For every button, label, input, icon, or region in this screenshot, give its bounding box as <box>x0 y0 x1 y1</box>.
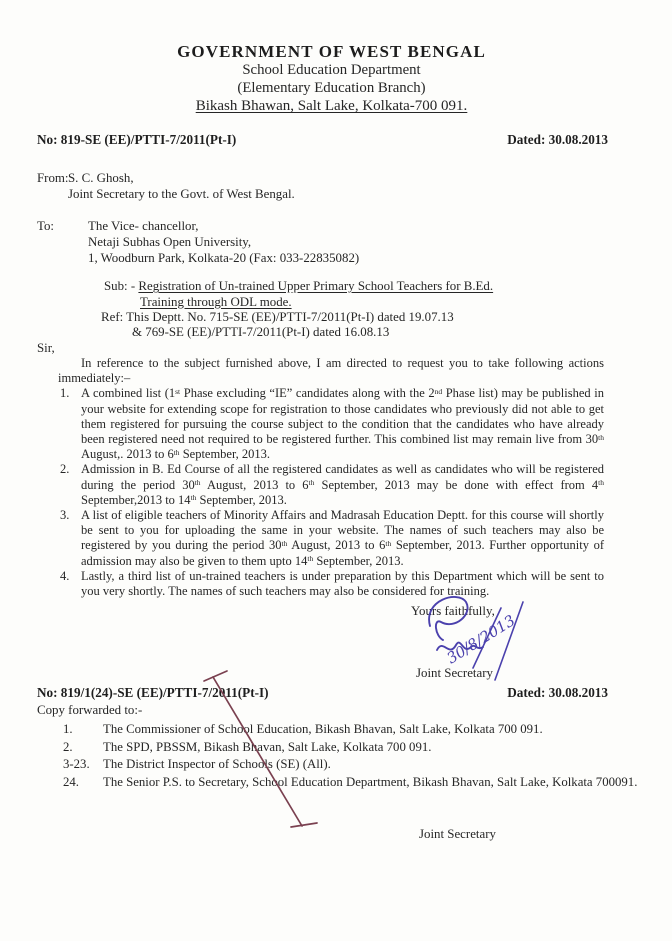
memo2-date: Dated: 30.08.2013 <box>507 685 608 700</box>
copy-item <box>60 756 637 774</box>
action-item-3 <box>60 508 608 569</box>
action-item-2 <box>60 462 608 508</box>
copy-item-text: The District Inspector of Schools (SE) (All). <box>103 757 331 772</box>
org-name: GOVERNMENT OF WEST BENGAL <box>177 42 486 61</box>
strike-top-bar <box>204 671 227 681</box>
copy-item-number: 2. <box>63 739 73 754</box>
signature-loop-stroke <box>429 597 467 640</box>
copy-item-number: 3-23. <box>63 757 90 772</box>
from-label: From: <box>37 171 69 186</box>
signature-date-handwritten: 30/8/2013 <box>443 611 519 668</box>
memo-row <box>37 132 608 148</box>
copy-item <box>60 739 637 757</box>
copy-item-number: 1. <box>63 722 73 736</box>
item-number: 4. <box>60 568 70 583</box>
memo-date: Dated: 30.08.2013 <box>507 132 608 148</box>
copy-item-text: The Senior P.S. to Secretary, School Education Department, Bikash Bhavan, Salt Lake, Kolkata 700091. <box>103 774 638 789</box>
signatory-title: Joint Secretary <box>416 666 493 680</box>
memo-number: No: 819-SE (EE)/PTTI-7/2011(Pt-I) <box>37 132 237 148</box>
to-label: To: <box>37 219 55 234</box>
strike-mark <box>198 666 328 836</box>
subject-ref-block <box>37 279 608 341</box>
to-designation: The Vice- chancellor, <box>88 219 199 234</box>
copy-item <box>60 774 637 792</box>
from-lines <box>68 171 608 202</box>
office-address: Bikash Bhawan, Salt Lake, Kolkata-700 091. <box>195 98 468 115</box>
subject-line-1 <box>104 279 608 294</box>
dept-name: School Education Department <box>242 62 421 78</box>
copy-item-number: 24. <box>63 774 79 789</box>
to-block <box>37 219 608 266</box>
item-text: Lastly, a third list of un-trained teachers is under preparation by this Department which will be sent to you very shortly. The names of such teachers may also be considered for training. <box>81 568 604 599</box>
action-item-1 <box>60 386 608 462</box>
from-block <box>37 171 608 202</box>
subject-line-2: Training through ODL mode. <box>140 294 292 309</box>
copy-item-text: The Commissioner of School Education, Bikash Bhavan, Salt Lake, Kolkata 700 091. <box>103 722 543 736</box>
from-name: S. C. Ghosh, <box>68 171 134 186</box>
signatory-title-2: Joint Secretary <box>419 827 496 841</box>
item-text: Admission in B. Ed Course of all the registered candidates as well as candidates who will be registered during the period 30th August, 2013 to 6th September, 2013 may be done with effect from 4th September,2013 to 14th September, 2013. <box>81 462 604 507</box>
ref-line-2: & 769-SE (EE)/PTTI-7/2011(Pt-I) dated 16.08.13 <box>132 325 390 340</box>
copy-list <box>60 721 637 791</box>
salutation: Sir, <box>37 340 55 355</box>
copy-item-text: The SPD, PBSSM, Bikash Bhavan, Salt Lake, Kolkata 700 091. <box>103 739 432 754</box>
item-number: 1. <box>60 386 70 401</box>
ref-line-1: Ref: This Deptt. No. 715-SE (EE)/PTTI-7/2011(Pt-I) dated 19.07.13 <box>101 309 454 324</box>
closing-phrase: Yours faithfully, <box>411 604 495 618</box>
to-lines <box>88 219 608 266</box>
from-designation: Joint Secretary to the Govt. of West Bengal. <box>68 186 295 201</box>
copy-forwarded-heading: Copy forwarded to:- <box>37 703 143 717</box>
letterhead <box>46 42 617 115</box>
to-address: 1, Woodburn Park, Kolkata-20 (Fax: 033-22835082) <box>88 250 360 265</box>
item-text: A list of eligible teachers of Minority Affairs and Madrasah Education Deptt. for this course will shortly be sent to you for uploading the same in your website. The names of such teachers may also be registered by you during the period 30th August, 2013 to 6th September, 2013. Further opportunity of admission may also be given to them upto 14th September, 2013. <box>81 508 605 568</box>
subject-text: Registration of Un-trained Upper Primary School Teachers for B.Ed. <box>138 279 494 294</box>
memo2-number: No: 819/1(24)-SE (EE)/PTTI-7/2011(Pt-I) <box>37 685 269 700</box>
subject-label: Sub: - <box>104 279 136 294</box>
item-number: 3. <box>60 508 70 523</box>
signature-ink <box>413 588 563 688</box>
item-text: A combined list (1st Phase excluding “IE” candidates along with the 2nd Phase list) may be published in your website for extending scope for registration to those candidates who previously did not able to get them registered for pursuing the course subject to the condition that the candidates who have already been registered need not required to be registered further. This combined list may remain live from 30th August,. 2013 to 6th September, 2013. <box>81 386 604 462</box>
to-organisation: Netaji Subhas Open University, <box>88 234 252 249</box>
strike-bottom-bar <box>291 823 317 827</box>
branch-name: (Elementary Education Branch) <box>237 79 426 96</box>
intro-paragraph: In reference to the subject furnished above, I am directed to request you to take following actions immediately:– <box>58 355 604 386</box>
copy-item <box>60 721 637 739</box>
strike-main-stroke <box>213 677 302 826</box>
item-number: 2. <box>60 462 70 477</box>
